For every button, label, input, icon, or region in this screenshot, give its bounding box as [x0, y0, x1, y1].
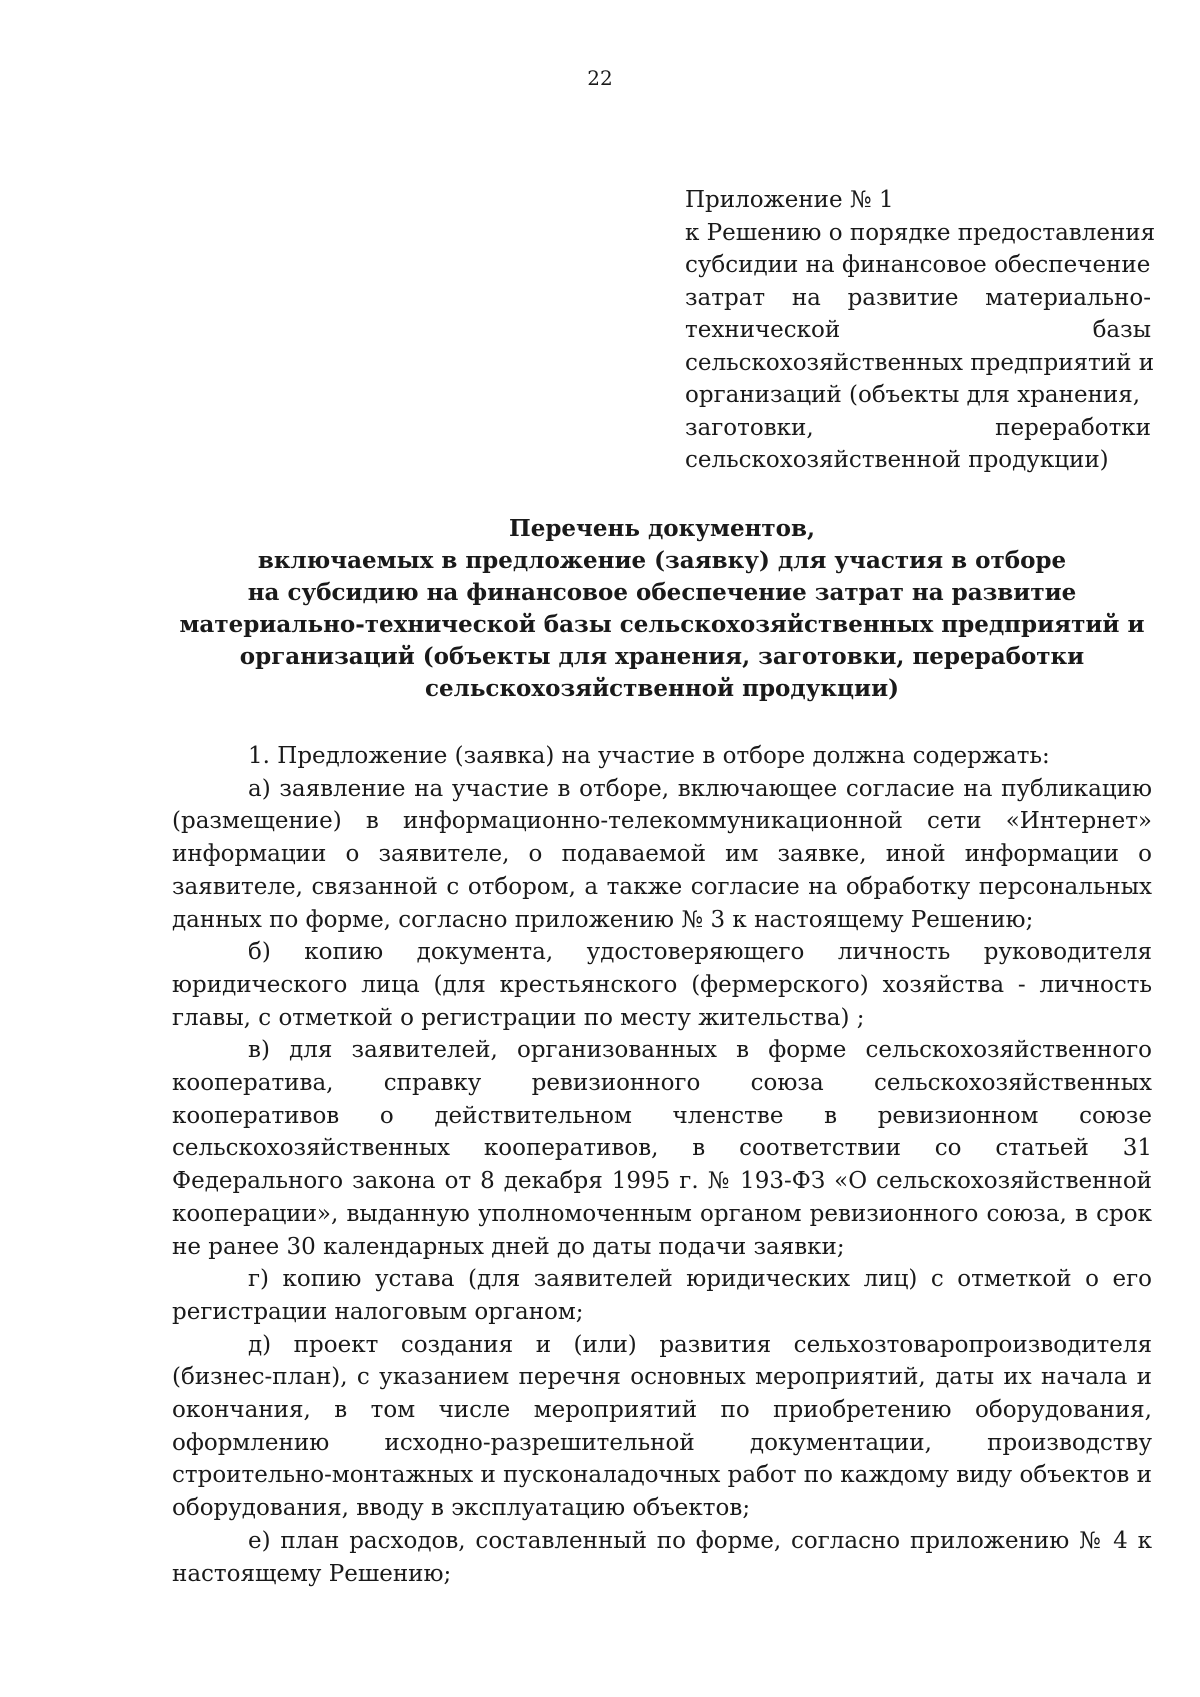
list-item-e: е) план расходов, составленный по форме, согласно приложению № 4 к настоящему Решению;	[172, 1527, 1152, 1587]
appendix-line: заготовки, переработки	[685, 414, 1151, 441]
appendix-line: затрат на развитие материально-	[685, 284, 1151, 311]
title-line: сельскохозяйственной продукции)	[424, 675, 900, 702]
appendix-line: к Решению о порядке предоставления	[685, 219, 1156, 246]
appendix-line: сельскохозяйственных предприятий и	[685, 349, 1155, 376]
appendix-line: сельскохозяйственной продукции)	[685, 447, 1109, 473]
list-item-d: д) проект создания и (или) развития сельхозтоваропроизводителя (бизнес-план), с указанием перечня основных мероприятий, даты их начала и окончания, в том числе мероприятий по приобретению оборудования, оформлению исходно-разрешительной документации, производству строительно-монтажных и пусконаладочных работ по каждому виду объектов и оборудования, вводу в эксплуатацию объектов;	[172, 1331, 1153, 1522]
list-item-g: г) копию устава (для заявителей юридических лиц) с отметкой о его регистрации налоговым органом;	[172, 1266, 1152, 1325]
appendix-header	[685, 184, 1156, 477]
document-body	[172, 740, 1152, 1590]
list-item-v: в) для заявителей, организованных в форме сельскохозяйственного кооператива, справку ревизионного союза сельскохозяйственных кооперативов о действительном членстве в ревизионном союзе сельскохозяйственных кооперативов, в соответствии со статьей 31 Федерального закона от 8 декабря 1995 г. № 193-ФЗ «О сельскохозяйственной кооперации», выданную уполномоченным органом ревизионного союза, в срок не ранее 30 календарных дней до даты подачи заявки;	[172, 1037, 1152, 1260]
appendix-line: организаций (объекты для хранения,	[685, 382, 1141, 408]
appendix-line: технической базы	[685, 317, 1151, 343]
appendix-line: субсидии на финансовое обеспечение	[685, 252, 1151, 278]
title-line: материально-технической базы сельскохозяйственных предприятий и	[179, 611, 1145, 638]
title-line: на субсидию на финансовое обеспечение затрат на развитие	[247, 579, 1077, 606]
document-title	[172, 513, 1152, 705]
appendix-heading: Приложение № 1	[685, 187, 894, 213]
title-line: организаций (объекты для хранения, заготовки, переработки	[239, 643, 1085, 670]
title-line: включаемых в предложение (заявку) для участия в отборе	[257, 547, 1067, 574]
list-item-b: б) копию документа, удостоверяющего личность руководителя юридического лица (для крестьянского (фермерского) хозяйства - личность главы, с отметкой о регистрации по месту жительства) ;	[172, 939, 1152, 1031]
page-number: 22	[587, 66, 613, 90]
list-item-a: а) заявление на участие в отборе, включающее согласие на публикацию (размещение) в информационно-телекоммуникационной сети «Интернет» информации о заявителе, о подаваемой им заявке, иной информации о заявителе, связанной с отбором, а также согласие на обработку персональных данных по форме, согласно приложению № 3 к настоящему Решению;	[172, 775, 1152, 933]
intro-paragraph: 1. Предложение (заявка) на участие в отборе должна содержать:	[248, 743, 1050, 769]
title-line: Перечень документов,	[508, 515, 816, 542]
